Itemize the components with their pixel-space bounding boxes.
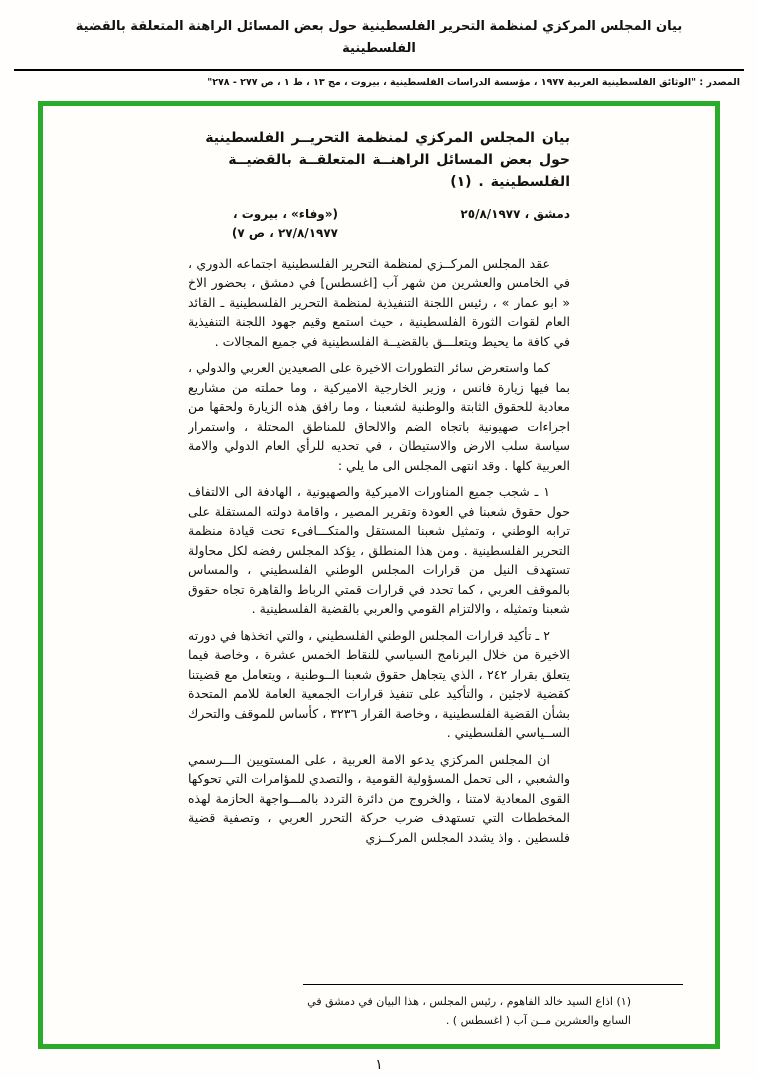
paragraph-5: ان المجلس المركزي يدعو الامة العربية ، على المستويين الـــرسمي والشعبي ، الى تحمل المسؤولية القومية ، والتصدي للمؤامرات التي تحوكها القوى المعادية لامتنا ، والخروج من دائرة التردد بالمـــواجهة الحازمة لهذه المخططات التي تستهدف ضرب حركة التحرر العربي ، وتصفية قضية فلسطين . واذ يشدد المجلس المركــزي — [188, 751, 570, 845]
paragraph-1: عقد المجلس المركــزي لمنظمة التحرير الفلسطينية اجتماعه الدوري ، في الخامس والعشرين من شهر آب [اغسطس] في دمشق ، بحضور الاخ « ابو عمار » ، رئيس اللجنة التنفيذية لمنظمة التحرير الفلسطينية ـ القائد العام لقوات الثورة الفلسطينية ، حيث استمع وقيم جهود اللجنة التنفيذية في كافة ما يحيط ويتعلـــق بالقضيــة الفلسطينية في جميع المجالات . — [188, 255, 570, 349]
paragraph-4-item-2: ٢ ـ تأكيد قرارات المجلس الوطني الفلسطيني ، والتي اتخذها في دورته الاخيرة من خلال البرنامج السياسي للنقاط الخمس عشرة ، وخاصة فيما يتعلق بقرار ٢٤٢ ، الذي يتجاهل حقوق شعبنا الــوطنية ، ويتعامل مع قضيتنا كقضية لاجئين ، والتأكيد على تنفيذ قرارات الجمعية العامة للامم المتحدة بشأن القضية الفلسطينية ، وخاصة القرار ٣٢٣٦ ، كأساس للموقف والتحرك الســياسي الفلسطيني . — [188, 627, 570, 741]
dateline-publication-ref: («وفاء» ، بيروت ، ٢٧/٨/١٩٧٧ ، ص ٧) — [231, 207, 338, 241]
page-number: ١ — [375, 1057, 383, 1074]
paragraph-2: كما واستعرض سائر التطورات الاخيرة على الصعيدين العربي والدولي ، بما فيها زيارة فانس ، وزير الخارجية الاميركية ، وما حملته من مشاريع معادية للحقوق الثابتة والوطنية لشعبنا ، وما رافق هذه الزيارة ولحقها من اجراءات صهيونية باتجاه الضم والالحاق للمناطق المحتلة ، واستمرار سياسة سلب الارض والاستيطان ، في تحديه للرأي العام الدولي والامة العربية كلها . وقد انتهى المجلس الى ما يلي : — [188, 360, 570, 473]
scan-frame — [38, 101, 720, 1049]
heading-line-2: حول بعض المسائل الراهنــة المتعلقــة بالقضيــة — [228, 151, 570, 168]
heading-line-1: بيان المجلس المركزي لمنظمة التحريــر الفلسطينية — [205, 130, 570, 147]
heading-line-3: الفلسطينية . (١) — [450, 173, 570, 190]
dateline-place-date: دمشق ، ٢٥/٨/١٩٧٧ — [460, 207, 570, 222]
paragraph-3-item-1: ١ ـ شجب جميع المناورات الاميركية والصهيونية ، الهادفة الى الالتفاف حول حقوق شعبنا في العودة وتقرير المصير ، واقامة دولته المستقلة على ترابه الوطني ، وتمثيل شعبنا المستقل والمتكـــافىء تحت قيادة منظمة التحرير الفلسطينية . ومن هذا المنطلق ، يؤكد المجلس رفضه لكل محاولة تستهدف النيل من قرارات المجلس الوطني الفلسطيني ، والمساس بالموقف العربي ، كما تحدد في قرارات قمتي الرباط والقاهرة تجاه حقوق شعبنا وتمثيله ، والالتزام القومي والعربي بالقضية الفلسطينية . — [188, 484, 570, 617]
document-body — [188, 254, 570, 974]
footnote: (١) اذاع السيد خالد الفاهوم ، رئيس المجلس ، هذا البيان في دمشق في السابع والعشرين مــن آب ( اغسطس ) . — [303, 984, 683, 1031]
dateline — [188, 205, 570, 243]
source-citation: المصدر : "الوثائق الفلسطينية العربية ١٩٧٧ ، مؤسسة الدراسات الفلسطينية ، بيروت ، مج ١٣ ، ط ١ ، ص ٢٧٧ - ٢٧٨" — [207, 77, 740, 89]
document-heading — [188, 128, 570, 193]
page-title: بيان المجلس المركزي لمنظمة التحرير الفلسطينية حول بعض المسائل الراهنة المتعلقة بالقضية الفلسطينية — [75, 19, 683, 57]
title-divider — [14, 69, 744, 71]
